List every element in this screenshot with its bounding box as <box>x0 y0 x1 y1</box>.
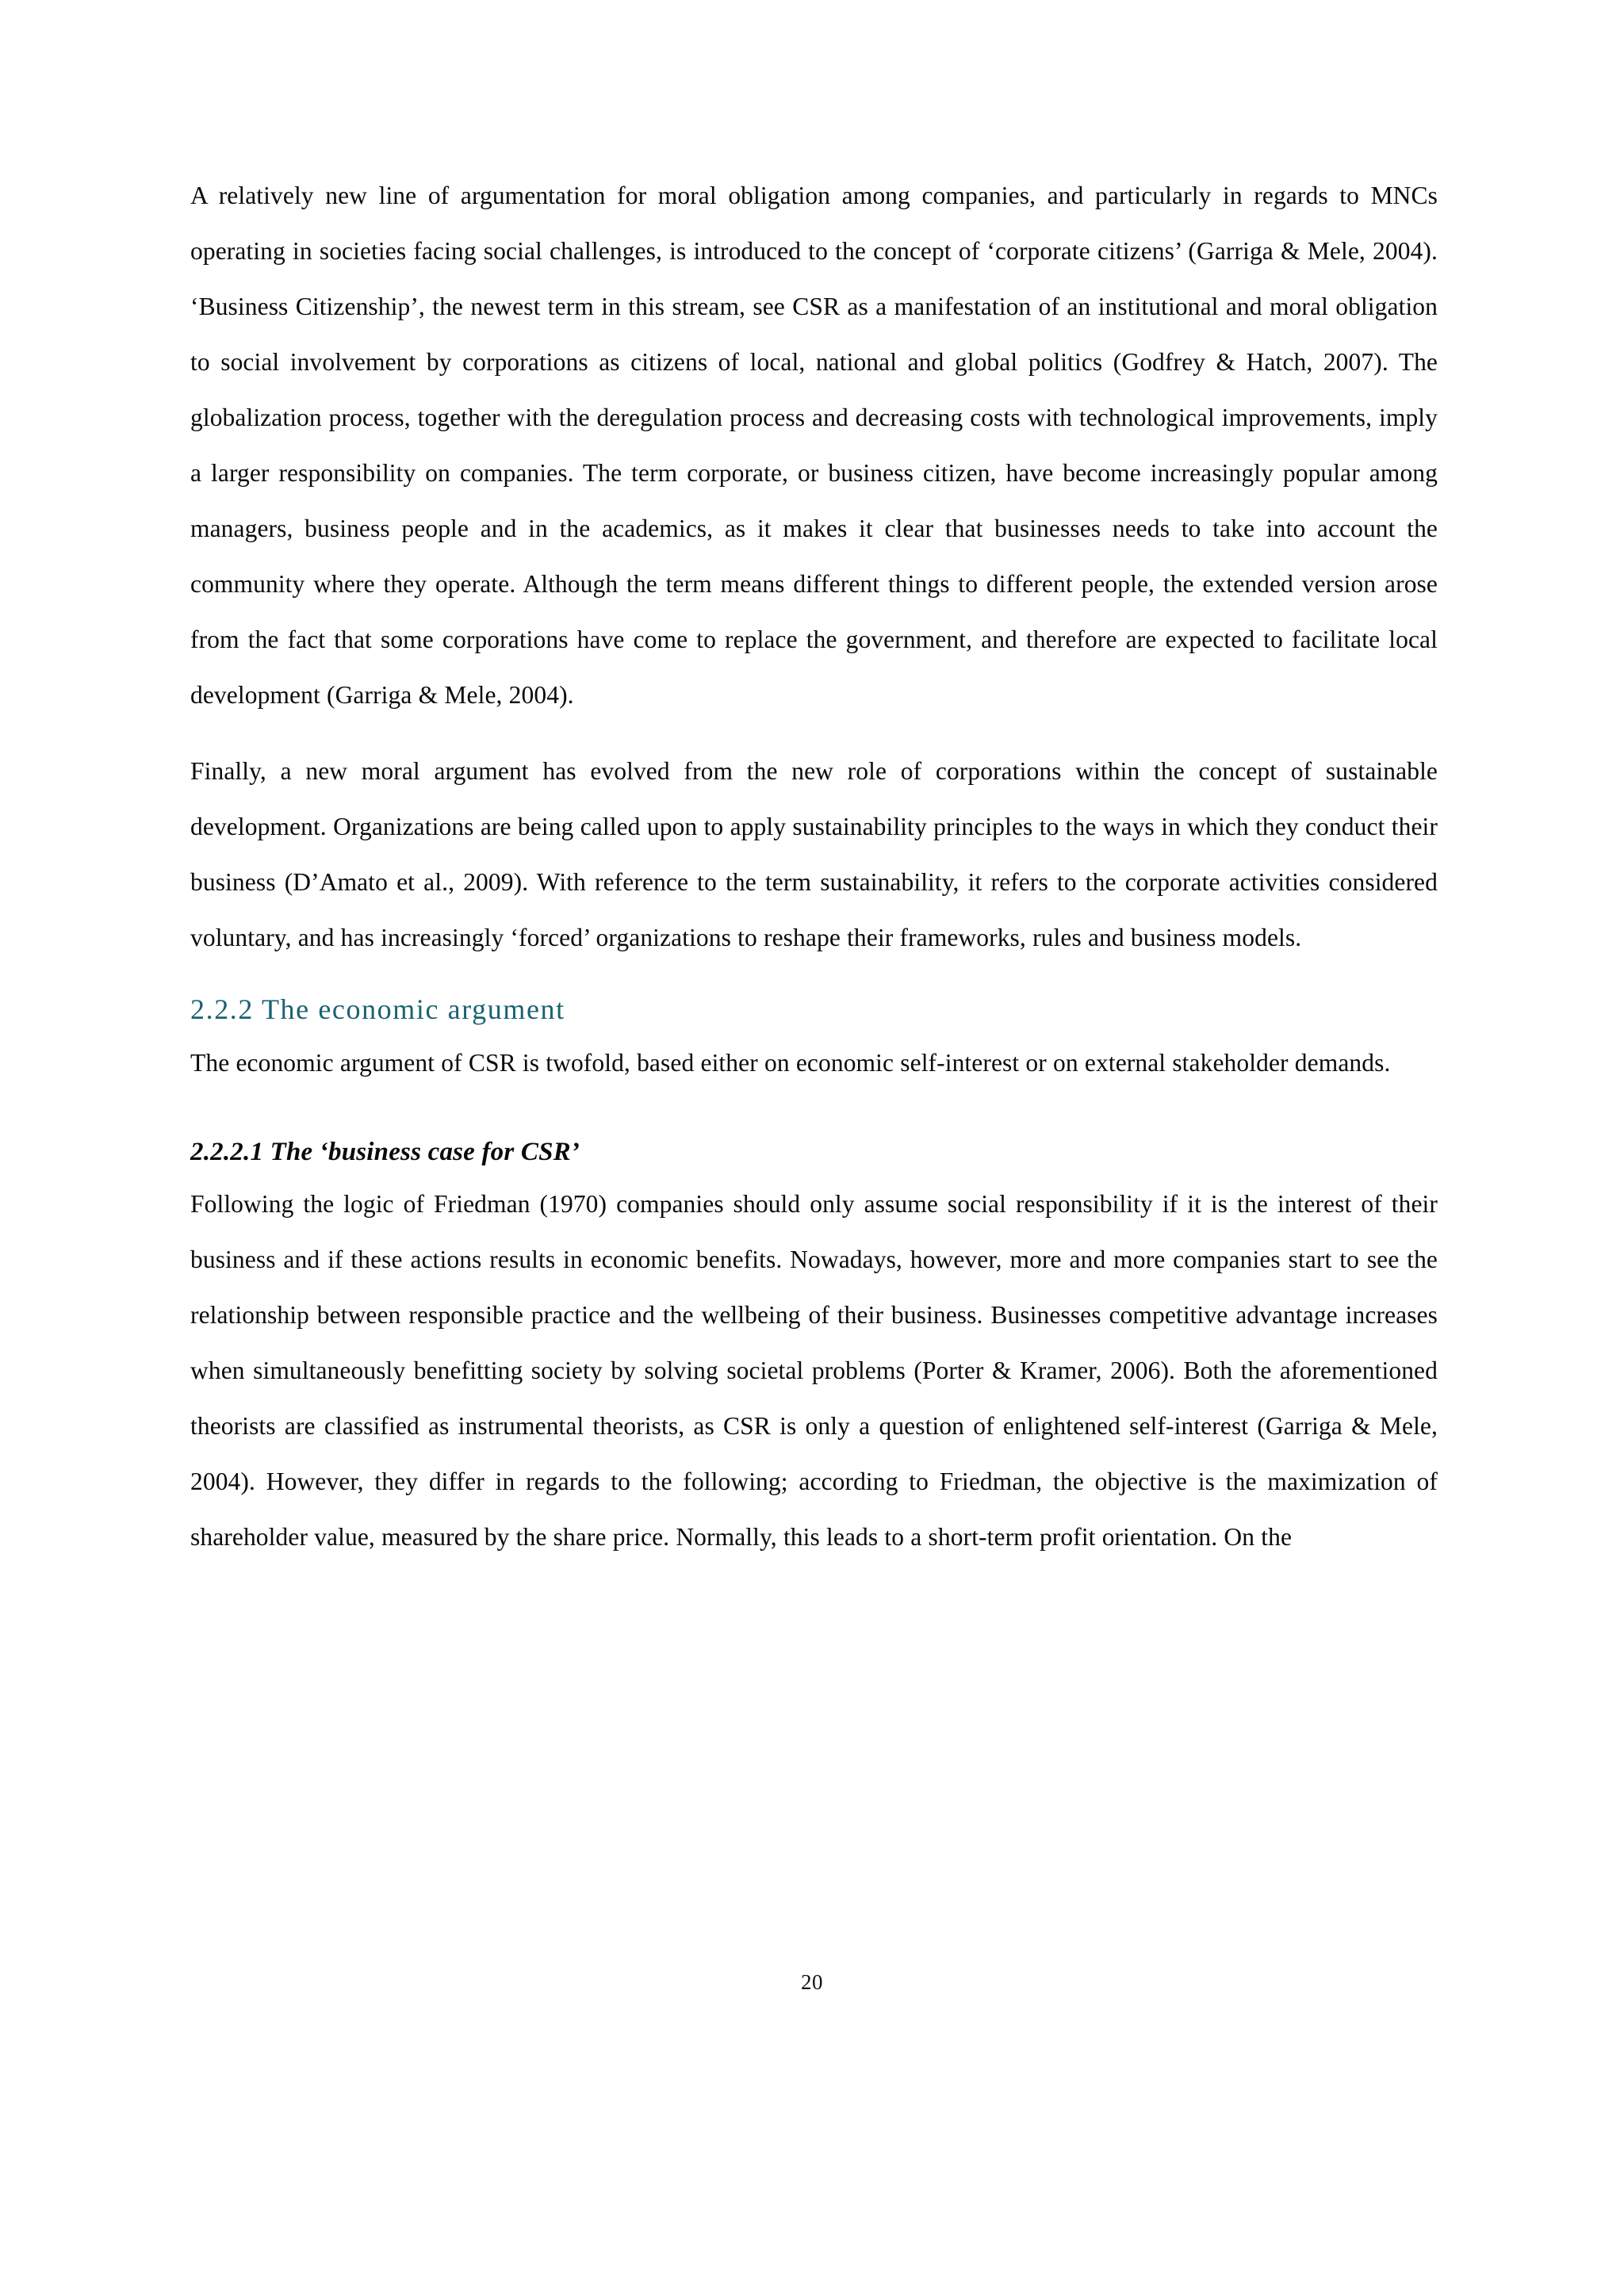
paragraph-sustainable-development: Finally, a new moral argument has evolved from the new role of corporations within the concept of sustainable development. Organizations are being called upon to apply sustainability principles to the ways in which they conduct their business (D’Amato et al., 2009). With reference to the term sustainability, it refers to the corporate activities considered voluntary, and has increasingly ‘forced’ organizations to reshape their frameworks, rules and business models. <box>190 757 1438 951</box>
heading-2-2-2: 2.2.2 The economic argument <box>190 993 565 1025</box>
heading-2-2-2-1: 2.2.2.1 The ‘business case for CSR’ <box>190 1138 580 1166</box>
page-content <box>190 168 1438 1565</box>
paragraph-business-case: Following the logic of Friedman (1970) companies should only assume social responsibility if it is the interest of their business and if these actions results in economic benefits. Nowadays, however, more and more companies start to see the relationship between responsible practice and the wellbeing of their business. Businesses competitive advantage increases when simultaneously benefitting society by solving societal problems (Porter & Kramer, 2006). Both the aforementioned theorists are classified as instrumental theorists, as CSR is only a question of enlightened self-interest (Garriga & Mele, 2004). However, they differ in regards to the following; according to Friedman, the objective is the maximization of shareholder value, measured by the share price. Normally, this leads to a short-term profit orientation. On the <box>190 1190 1438 1551</box>
page-number: 20 <box>801 1970 823 1994</box>
paragraph-corporate-citizenship: A relatively new line of argumentation for moral obligation among companies, and particularly in regards to MNCs operating in societies facing social challenges, is introduced to the concept of ‘corporate citizens’ (Garriga & Mele, 2004). ‘Business Citizenship’, the newest term in this stream, see CSR as a manifestation of an institutional and moral obligation to social involvement by corporations as citizens of local, national and global politics (Godfrey & Hatch, 2007). The globalization process, together with the deregulation process and decreasing costs with technological improvements, imply a larger responsibility on companies. The term corporate, or business citizen, have become increasingly popular among managers, business people and in the academics, as it makes it clear that businesses needs to take into account the community where they operate. Although the term means different things to different people, the extended version arose from the fact that some corporations have come to replace the government, and therefore are expected to facilitate local development (Garriga & Mele, 2004). <box>190 182 1438 709</box>
paragraph-economic-argument-intro: The economic argument of CSR is twofold, based either on economic self-interest or on external stakeholder demands. <box>190 1049 1391 1077</box>
